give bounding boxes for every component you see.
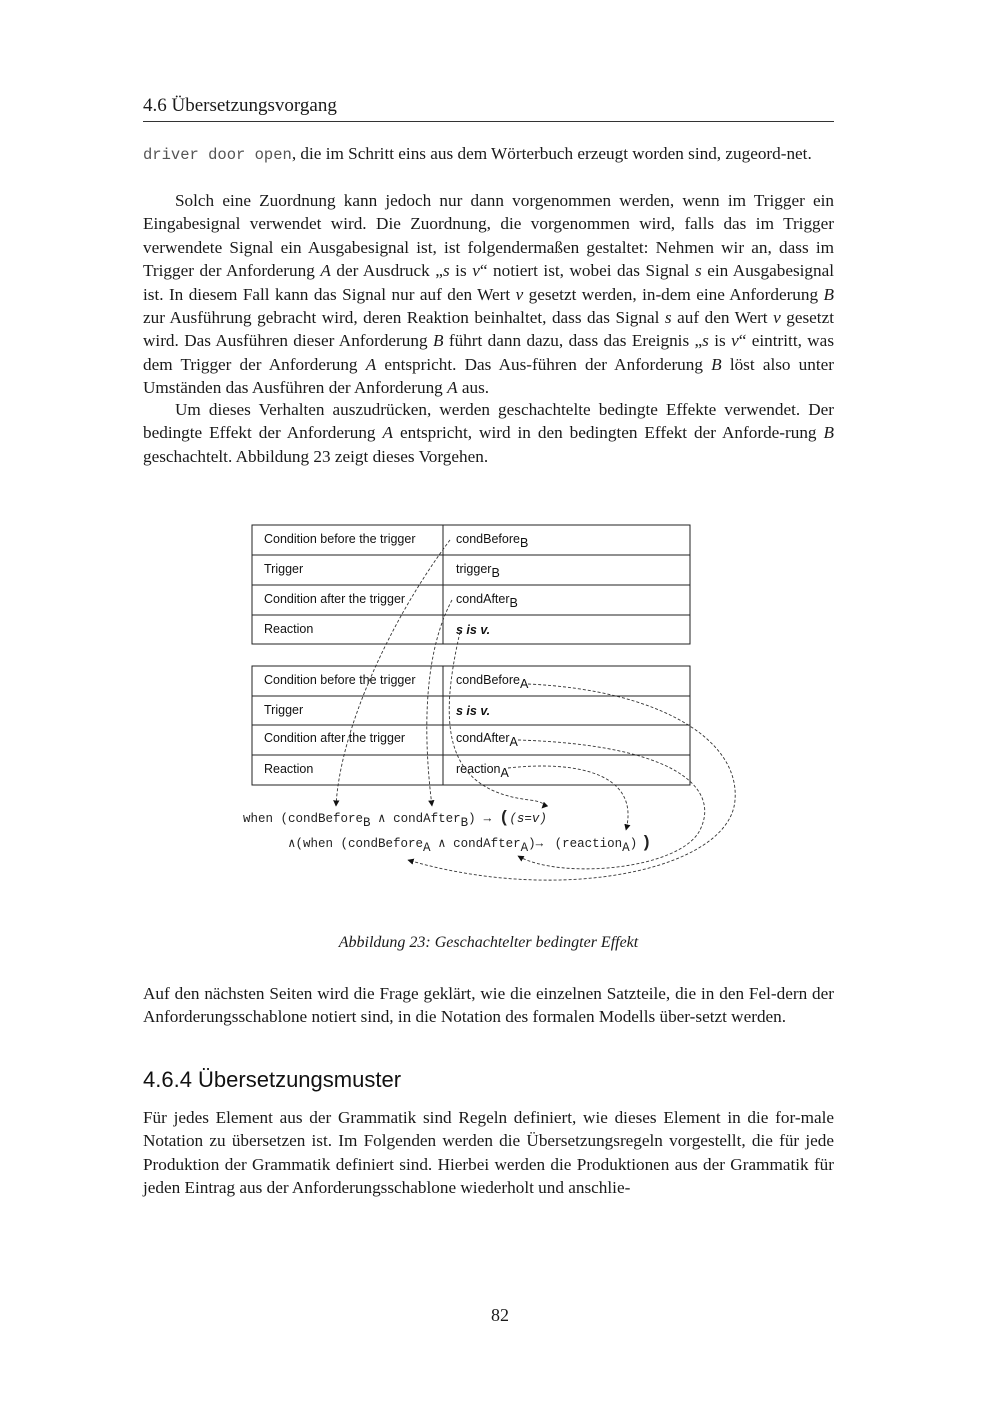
table-a-value: condAfterA <box>456 731 518 749</box>
table-a-border <box>252 666 690 785</box>
paragraph-translation-rules: Für jedes Element aus der Grammatik sind Regeln definiert, wie dieses Element in die for-male Notation zu übersetzen ist. Im Folgenden werden die Übersetzungsregeln vorgestellt, die für jede Produktion der Grammatik definiert sind. Hierbei werden die Produktionen aus der Grammatik für jeden Eintrag aus der Anforderungsschablone wiederholt und anschlie- <box>143 1108 834 1198</box>
formula-line-2: ∧(when (condBeforeA ∧ condAfterA)→ (reactionA) ) <box>288 834 652 855</box>
table-b-label: Trigger <box>264 562 304 576</box>
arrow-reaction-a <box>508 766 628 830</box>
table-a-label: Trigger <box>264 703 304 717</box>
inline-code: driver door open <box>143 146 292 164</box>
figure-caption: Abbildung 23: Geschachtelter bedingter Effekt <box>338 934 639 951</box>
paragraph-signal-mapping: Solch eine Zuordnung kann jedoch nur dann vorgenommen werden, wenn im Trigger ein Eingabesignal verwendet wird. Die Zuordnung, die vorgenommen wird, falls das im Trigger verwendete Signal ein Ausgabesignal ist, ist folgendermaßen gestaltet: Nehmen wir an, dass im Trigger der Anforderung A der Ausdruck „s is v“ notiert ist, wobei das Signal s ein Ausgabesignal ist. In diesem Fall kann das Signal nur auf den Wert v gesetzt werden, in-dem eine Anforderung B zur Ausführung gebracht wird, deren Reaktion beinhaltet, dass das Signal s auf den Wert v gesetzt wird. Das Ausführen dieser Anforderung B führt dann dazu, dass das Ereignis „s is v“ eintritt, was dem Trigger der Anforderung A entspricht. Das Aus-führen der Anforderung B löst also unter Umständen das Ausführen der Anforderung A aus. <box>143 191 835 398</box>
table-b-border <box>252 525 690 644</box>
formula <box>243 809 651 855</box>
paragraph-text: , die im Schritt eins aus dem Wörterbuch erzeugt worden sind, zugeord-net. <box>291 144 812 163</box>
table-a-label: Condition after the trigger <box>264 731 406 745</box>
table-b-value: triggerB <box>456 562 500 580</box>
formula-line-1: when (condBeforeB ∧ condAfterB) → ((s=v) <box>243 809 547 830</box>
running-header: 4.6 Übersetzungsvorgang <box>143 93 834 122</box>
table-b-value: condAfterB <box>456 592 518 610</box>
table-a-label: Reaction <box>264 762 314 776</box>
table-b-value: s is v. <box>456 623 491 637</box>
requirement-table-a <box>252 666 690 785</box>
table-a-value: reactionA <box>456 762 509 780</box>
arrow-condafter-a <box>518 740 705 869</box>
requirement-table-b <box>252 525 690 644</box>
paragraph-nested-effects: Um dieses Verhalten auszudrücken, werden geschachtelte bedingte Effekte verwendet. Der bedingte Effekt der Anforderung A entspricht, wird in den bedingten Effekt der Anforde-rung B geschachtelt. Abbildung 23 zeigt dieses Vorgehen. <box>143 400 834 466</box>
table-a-value: s is v. <box>456 704 491 718</box>
arrow-condafter-b <box>427 600 452 806</box>
table-b-label: Condition after the trigger <box>264 592 406 606</box>
table-a-value: condBeforeA <box>456 673 529 691</box>
table-b-value: condBeforeB <box>456 532 529 550</box>
paragraph-next-pages: Auf den nächsten Seiten wird die Frage geklärt, wie die einzelnen Satzteile, die in den Fel-dern der Anforderungsschablone notiert sind, in die Notation des formalen Modells über-setzt werden. <box>143 984 834 1027</box>
page-number: 82 <box>491 1305 509 1325</box>
table-b-label: Reaction <box>264 622 314 636</box>
table-a-label: Condition before the trigger <box>264 673 416 687</box>
section-heading: 4.6.4 Übersetzungsmuster <box>143 1067 402 1092</box>
arrow-condbefore-b <box>336 540 450 806</box>
arrow-condbefore-a <box>408 684 735 880</box>
paragraph-continuation <box>143 142 834 167</box>
arrow-reaction-b <box>449 632 543 808</box>
table-b-label: Condition before the trigger <box>264 532 416 546</box>
mapping-arrows <box>336 540 735 880</box>
